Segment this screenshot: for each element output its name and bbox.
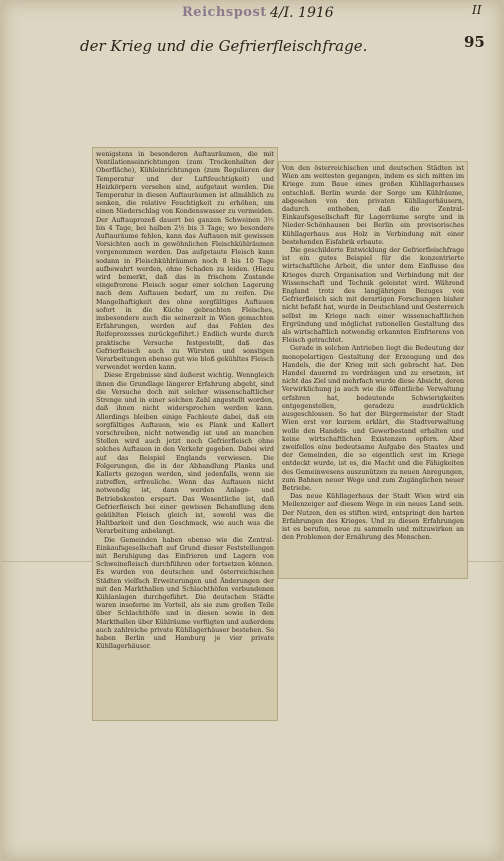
right-paragraph-1: Von den österreichischen und deutschen Städten ist Wien am weitesten gegangen, indem es sich mitten im Kriege zum Baue eines großen Kühllagerhauses entschloß. Berlin wurde der Sorge um Kühlräume, abgesehen von den privaten Kühllagerhäusern, dadurch enthoben, daß die Zentral-Einkaufsgesellschaft für Lagerräume sorgte und in Nieder-Schönhausen bei Berlin ein provisorisches Kühllagerhaus aus Holz in Verbindung mit einer bestehenden Eisfabrik erbaute. — [282, 164, 464, 246]
right-paragraph-2: Die geschilderte Entwicklung der Gefrierfleischfrage ist ein gutes Beispiel für die konzentrierte wirtschaftliche Arbeit, die unter dem Einflusse des Krieges durch Organisation und Verbindung mit der Wissenschaft und Technik geleistet wird. Während England trotz des langjährigen Bezuges von Gefrierfleisch sich mit derartigen Forschungen bisher nicht befaßt hat, wurde in Deutschland und Oesterreich selbst im Kriege nach einer wissenschaftlichen Ergründung und möglichst rationellen Gestaltung des als wirtschaftlich notwendig erkannten Einfrierens von Fleisch getrachtet. — [282, 246, 464, 345]
page-mark: II — [472, 3, 482, 17]
newspaper-stamp: Reichspost — [182, 5, 267, 20]
left-paragraph-2: Diese Ergebnisse sind äußerst wichtig. Wenngleich ihnen die Grundlage längerer Erfahrung abgeht, sind die Versuche doch mit solcher wissenschaftlicher Strenge und in einer solchen Zahl angestellt worden, daß ihnen nicht widersprochen werden kann. Allerdings bleiben einige Fachleute dabei, daß ein sorgfältiges Auftauen, wie es Plank und Kallert vorschreiben, nicht notwendig ist und an manchen Stellen wird auch jetzt noch Gefrierfleisch ohne solches Auftauen in den Verkehr gegeben. Dabei wird auf das Beispiel Englands verwiesen. Die Folgerungen, die in der Abhandlung Planks und Kallerts gezogen werden, sind jedenfalls, wenn sie zutreffen, erfreuliche. Wenn das Auftauen nicht notwendig ist, dann werden Anlage- und Betriebskosten erspart. Das Wesentliche ist, daß Gefrierfleisch bei einer gewissen Behandlung dem gekühlten Fleisch gleich ist, sowohl was die Haltbarkeit und den Geschmack, wie auch was die Verarbeitung anbelangt. — [96, 371, 274, 536]
right-paragraph-4: Das neue Kühllagerhaus der Stadt Wien wird ein Meilenzeiger auf diesem Wege in ein neues Land sein. Der Nutzen, den es stiften wird, entspringt den harten Erfahrungen des Krieges. Und zu diesen Erfahrungen ist es berufen, neue zu sammeln und mitzuwirken an den Problemen der Ernährung des Menschen. — [282, 492, 464, 542]
clipping-right-column — [278, 161, 468, 579]
handwritten-title: der Krieg und die Gefrierfleischfrage. — [80, 37, 368, 55]
page-number: 95 — [464, 33, 485, 51]
archive-sheet — [2, 1, 502, 859]
left-paragraph-3: Die Gemeinden haben ebenso wie die Zentral-Einkaufsgesellschaft auf Grund dieser Feststellungen mit Beruhigung das Einfrieren und Lagern von Schweinefleisch durchführen oder fortsetzen können. Es wurden von deutschen und österreichischen Städten vielfach Erweiterungen und Änderungen der mit den Markthallen und Schlachthöfen verbundenen Kühlanlagen durchgeführt. Die deutschen Städte waren insoferne im Vorteil, als sie zum großen Teile über Schlachthöfe und in diesen sowie in den Markthallen über Kühlräume verfügten und außerdem auch zahlreiche private Kühllagerhäuser bestehen. So haben Berlin und Hamburg je vier private Kühllagerhäuser. — [96, 535, 274, 651]
left-paragraph-1: wenigstens in besonderen Auftauräumen, die mit Ventilationseinrichtungen (zum Trockenhalten der Oberfläche), Kühleinrichtungen (zum Regulieren der Temperatur und der Luftfeuchtigkeit) und Heizkörpern versehen sind, aufgetaut werden. Die Temperatur in diesen Auftauräumen ist allmählich zu senken, die relative Feuchtigkeit zu erhöhen, um einen Niederschlag von Kondenswasser zu vermeiden. Der Auftauprozeß dauert bei ganzen Schweinen 3½ bis 4 Tage, bei halben 2½ bis 3 Tage; wo besondere Auftauräume fehlen, kann das Auftauen mit gewissen Vorsichten auch in gewöhnlichen Fleischkühlräumen vorgenommen werden. Das aufgetaute Fleisch kann sodann in Fleischkühlräumen noch 8 bis 10 Tage aufbewahrt werden, ohne Schaden zu leiden. (Hiezu wird bemerkt, daß das in frischem Zustande eingefrorene Fleisch sogar einer solchen Lagerung nach dem Auftauen bedarf, um zu reifen. Die Mangelhaftigkeit des ohne sorgfältiges Auftauen sofort in die Küche gebrachten Fleisches, insbesondere auch die seinerzeit in Wien gemachten Erfahrungen, werden auf das Fehlen des Reifeprozesses zurückgeführt.) Endlich wurde durch praktische Versuche festgestellt, daß das Gefrierfleisch auch zu Würsten und sonstigen Verarbeitungen ebenso gut wie bloß gekühltes Fleisch verwendet werden kann. — [96, 150, 274, 372]
handwritten-date: 4/I. 1916 — [270, 5, 334, 21]
right-paragraph-3: Gerade in solchen Antrieben liegt die Bedeutung der monopolartigen Gestaltung der Erzeugung und des Handels, die der Krieg mit sich gebracht hat. Den Handel dauernd zu verdrängen und zu ersetzen, ist nicht das Ziel und mehrfach wurde diese Absicht, deren Verwirklichung ja auch wie die öffentliche Verwaltung erfahren hat, bedeutende Schwierigkeiten entgegenstellen, geradezu ausdrücklich ausgeschlossen. So hat der Bürgermeister der Stadt Wien erst vor kurzem erklärt, die Stadtverwaltung wolle den Handels- und Gewerbestand erhalten und keine wirtschaftlichen Existenzen opfern. Aber zweifellos eine bedeutsame Aufgabe des Staates und der Gemeinden, die so eigentlich erst im Kriege entdeckt wurde, ist es, die Macht und die Fähigkeiten des Gemeinwesens auszunützen zu neuen Anregungen, zum Bahnen neuer Wege und zum Zugänglichen neuer Betriebe. — [282, 344, 465, 492]
clipping-left-column — [92, 147, 278, 721]
